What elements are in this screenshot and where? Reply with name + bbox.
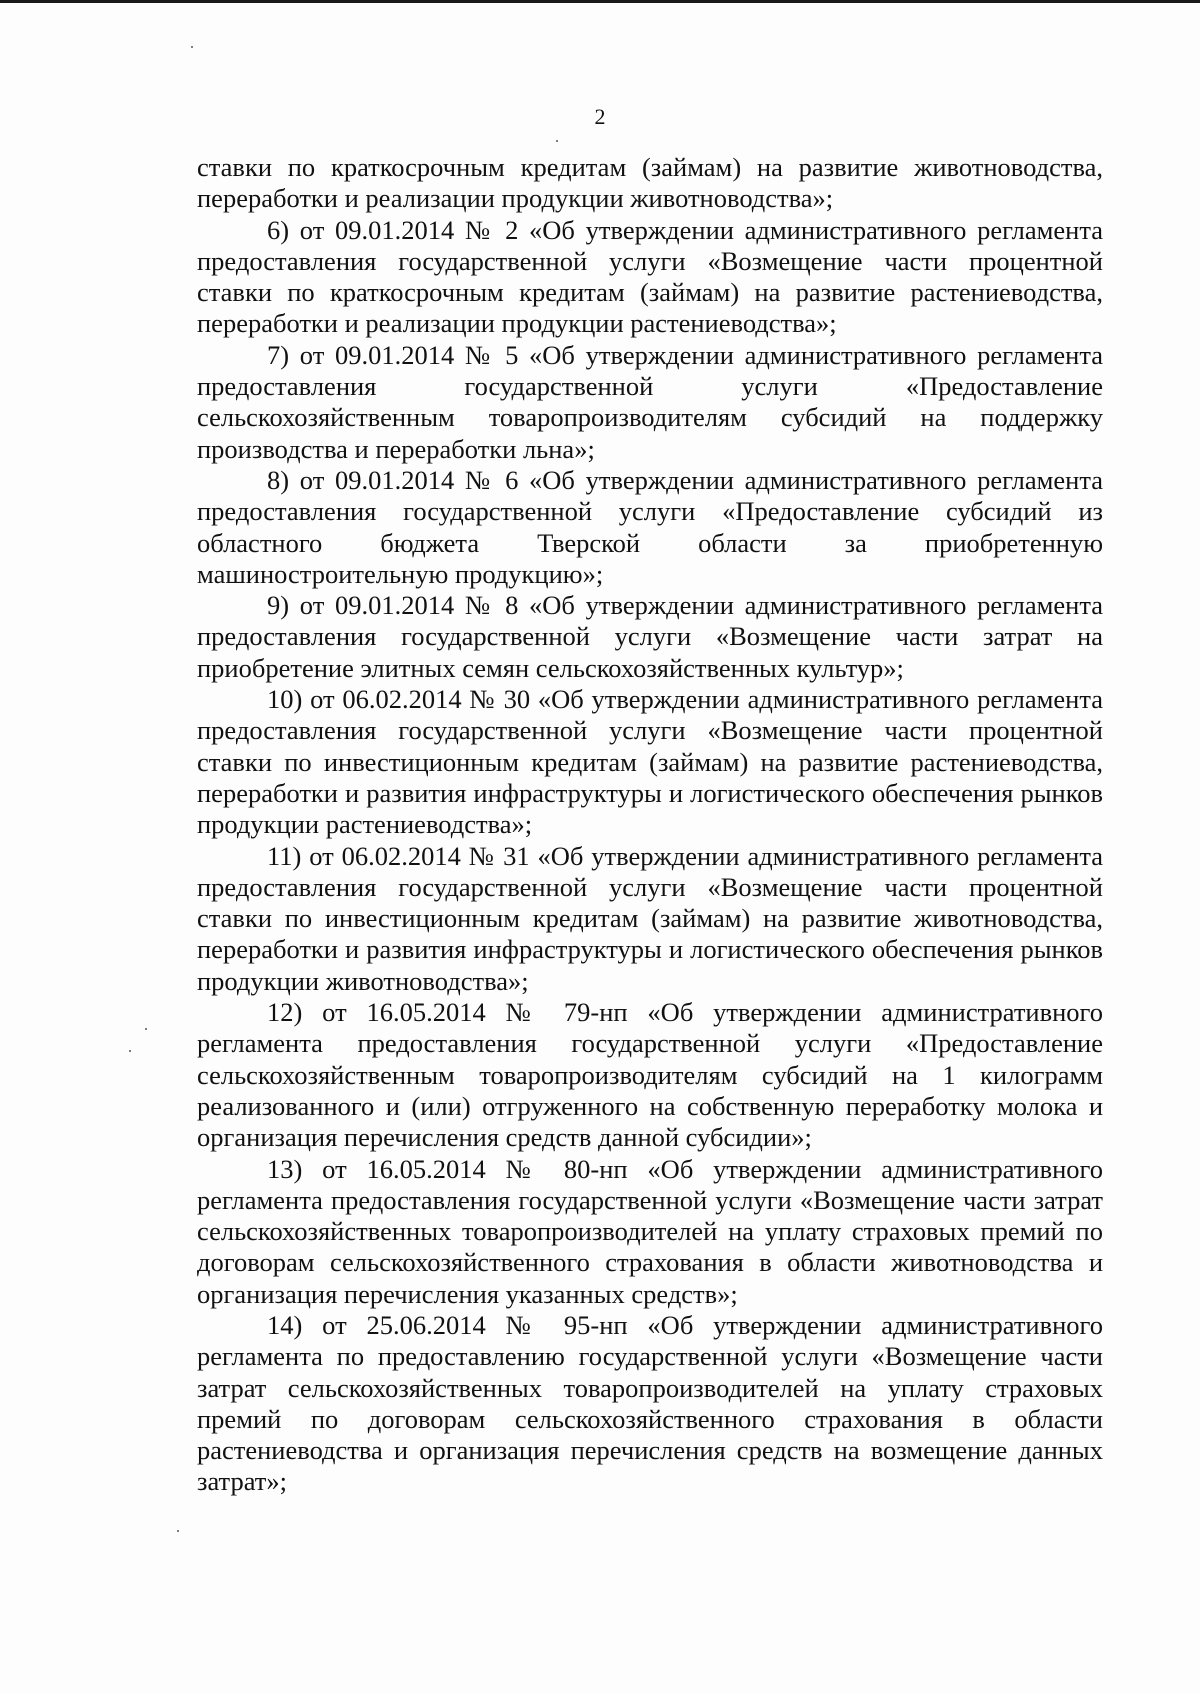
list-item: 6) от 09.01.2014 № 2 «Об утверждении административного регламента предоставления государственной услуги «Возмещение части процентной ставки по краткосрочным кредитам (займам) на развитие растениеводства, переработки и реализации продукции растениеводства»; (197, 214, 1103, 339)
scan-speck (145, 1028, 147, 1030)
list-item: 11) от 06.02.2014 № 31 «Об утверждении административного регламента предоставления государственной услуги «Возмещение части процентной ставки по инвестиционным кредитам (займам) на развитие животноводства, переработки и развития инфраструктуры и логистического обеспечения рынков продукции животноводства»; (197, 840, 1103, 996)
list-item: 12) от 16.05.2014 № 79-нп «Об утверждении административного регламента предоставления государственной услуги «Предоставление сельскохозяйственным товаропроизводителям субсидий на 1 килограмм реализованного и (или) отгруженного на собственную переработку молока и организация перечисления средств данной субсидии»; (197, 997, 1103, 1153)
list-item: 10) от 06.02.2014 № 30 «Об утверждении административного регламента предоставления государственной услуги «Возмещение части процентной ставки по инвестиционным кредитам (займам) на развитие растениеводства, переработки и развития инфраструктуры и логистического обеспечения рынков продукции растениеводства»; (197, 684, 1103, 840)
list-item: 14) от 25.06.2014 № 95-нп «Об утверждении административного регламента по предоставлению государственной услуги «Возмещение части затрат сельскохозяйственных товаропроизводителей на уплату страховых премий по договорам сельскохозяйственного страхования в области растениеводства и организация перечисления средств на возмещение данных затрат»; (197, 1309, 1103, 1497)
scan-speck (129, 1050, 131, 1052)
list-item: 8) от 09.01.2014 № 6 «Об утверждении административного регламента предоставления государственной услуги «Предоставление субсидий из областного бюджета Тверской области за приобретенную машиностроительную продукцию»; (197, 464, 1103, 589)
list-item: 9) от 09.01.2014 № 8 «Об утверждении административного регламента предоставления государственной услуги «Возмещение части затрат на приобретение элитных семян сельскохозяйственных культур»; (197, 590, 1103, 683)
scan-speck (191, 46, 193, 48)
scan-speck (556, 140, 558, 142)
scan-speck (177, 1530, 179, 1532)
document-body (197, 152, 1103, 1498)
list-item: 13) от 16.05.2014 № 80-нп «Об утверждении административного регламента предоставления государственной услуги «Возмещение части затрат сельскохозяйственных товаропроизводителей на уплату страховых премий по договорам сельскохозяйственного страхования в области животноводства и организация перечисления указанных средств»; (197, 1153, 1103, 1309)
list-item: 7) от 09.01.2014 № 5 «Об утверждении административного регламента предоставления государственной услуги «Предоставление сельскохозяйственным товаропроизводителям субсидий на поддержку производства и переработки льна»; (197, 339, 1103, 464)
scan-top-edge (0, 0, 1200, 3)
lead-paragraph: ставки по краткосрочным кредитам (займам) на развитие животноводства, переработки и реализации продукции животноводства»; (197, 152, 1103, 214)
page-number: 2 (594, 104, 606, 129)
